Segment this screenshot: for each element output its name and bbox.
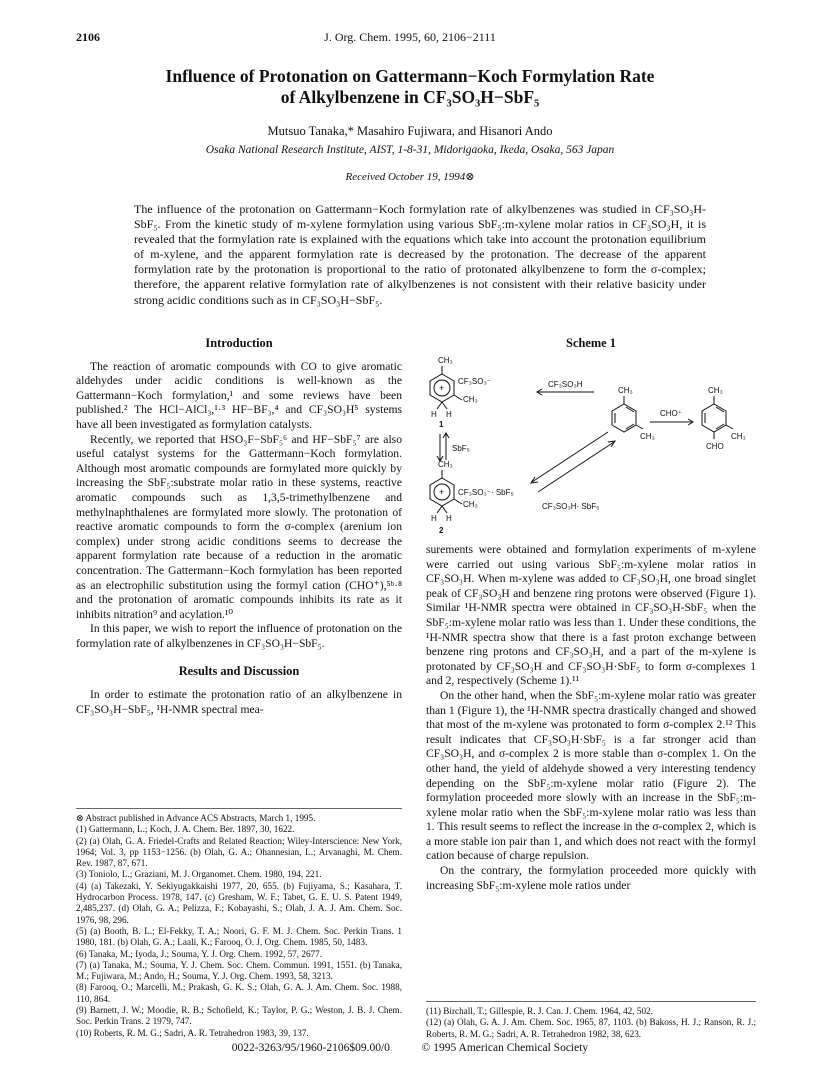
arrow-from-complex-2 xyxy=(538,442,614,492)
scheme-diagram xyxy=(422,352,758,540)
article-code: 0022-3263/95/1960-2106$09.00/0 xyxy=(231,1042,390,1054)
footnote: (12) (a) Olah, G. A. J. Am. Chem. Soc. 1965, 87, 1103. (b) Bakoss, H. J.; Ranson, R. J.; Roberts, R. M. G.; Sadri, A. R. Tetrahedron 1982, 38, 623. xyxy=(426,1017,756,1039)
cho-plus-label: CHO⁺ xyxy=(660,409,682,418)
intro-paragraph: The reaction of aromatic compounds with CO to give aromatic aldehydes under acidic conditions is well-known as the Gattermann−Koch formylation,¹ and some reviews have been published.² The HCl−AlCl₃,¹·³ HF−BF₃,⁴ and CF₃SO₃H⁵ systems have all been investigated as formylation catalysts. xyxy=(76,359,402,431)
h-label: H xyxy=(446,514,452,523)
intro-paragraph: In this paper, we wish to report the influence of protonation on the formylation rate of alkylbenzenes in CF₃SO₃H−SbF₅. xyxy=(76,622,402,650)
copyright: © 1995 American Chemical Society xyxy=(421,1042,589,1054)
title-line: Influence of Protonation on Gattermann−Koch Formylation Rate xyxy=(165,66,655,86)
bond xyxy=(442,506,447,513)
bond xyxy=(454,395,462,400)
footnote: (8) Farooq, O.; Marcelli, M.; Prakash, G. K. S.; Olah, G. A. J. Am. Chem. Soc. 1988, 110, 864. xyxy=(76,982,402,1004)
footnote: (5) (a) Booth, B. L.; El-Fekky, T. A.; Noori, G. F. M. J. Chem. Soc. Perkin Trans. 1 1980, 181. (b) Olah, G. A.; Laali, K.; Farooq, O. J. Org. Chem. 1985, 50, 1483. xyxy=(76,925,402,948)
h-label: H xyxy=(446,410,452,419)
plus-charge: + xyxy=(439,383,445,393)
h-label: H xyxy=(431,514,437,523)
results-heading: Results and Discussion xyxy=(178,664,300,679)
ch3-label: CH₃ xyxy=(731,432,746,441)
left-column xyxy=(76,336,402,717)
page-footer xyxy=(0,1042,820,1054)
acid-label: CF₃SO₃H xyxy=(548,380,583,389)
sbf5-label: SbF₅ xyxy=(452,444,470,453)
bond xyxy=(442,402,447,409)
footnote: (7) (a) Tanaka, M.; Souma, Y. J. Chem. Soc. Chem. Commun. 1991, 1551. (b) Tanaka, M.; Fujiwara, M.; Ando, H.; Souma, Y. J. Org. Chem. 1993, 58, 3213. xyxy=(76,959,402,982)
bond xyxy=(437,506,442,513)
results-paragraph: On the other hand, when the SbF₅:m-xylene molar ratio was greater than 1 (Figure 1), the ¹H-NMR spectra drastically changed and showed that most of the m-xylene was protonated to form σ-complex 2.¹² This result indicates that CF₃SO₃H·SbF₅ is a far stronger acid than CF₃SO₃H, and σ-complex 2 is more stable than σ-complex 1. On the other hand, the yield of aldehyde showed a very interesting tendency depending on the SbF₅:m-xylene molar ratio (Figure 2). The formylation proceeded more slowly with an increase in the SbF₅:m-xylene molar ratio when the SbF₅:m-xylene molar ratio was less than 1. This result seems to reflect the increase in the σ-complex 2, which is a more stable ion pair than 1, and which does not react with the formyl cation because of charge repulsion. xyxy=(426,688,756,863)
right-column xyxy=(426,543,756,893)
bond xyxy=(454,499,462,504)
affiliation: Osaka National Research Institute, AIST, 1-8-31, Midorigaoka, Ikeda, Osaka, 563 Japan xyxy=(205,144,615,156)
ch3-label: CH₃ xyxy=(640,432,655,441)
ch3-label: CH₃ xyxy=(438,460,453,469)
footnote: (2) (a) Olah, G. A. Friedel-Crafts and Related Reaction; Wiley-Interscience: New York, 1964; Vol. 3, pp 1153−1256. (b) Olah, G. A.; Ohannesian, L.; Arvanaghi, M. Chem. Rev. 1987, 87, 671. xyxy=(76,835,402,869)
journal-citation: J. Org. Chem. 1995, 60, 2106−2111 xyxy=(324,30,496,44)
ring-aldehyde xyxy=(702,404,726,432)
results-paragraph: On the contrary, the formylation proceeded more quickly with increasing SbF₅:m-xylene mole ratios under xyxy=(426,864,756,892)
abstract: The influence of the protonation on Gattermann−Koch formylation rate of alkylbenzenes was studied in CF₃SO₃H-SbF₅. From the kinetic study of m-xylene formylation using various SbF₅:m-xylene molar ratios in CF₃SO₃H, it is revealed that the formylation rate is explained with the equations which take into account the protonation equilibrium of m-xylene, and the apparent formylation rate is decreased by the protonation. The decrease of the apparent formylation rate by the protonation is proportional to the ratio of protonated alkylbenzene to form the σ-complex; therefore, the apparent relative formylation rate of alkylbenzenes is not consistent with their relative basicity under strong acidic conditions such as in CF₃SO₃H−SbF₅. xyxy=(134,202,706,307)
footnote: (1) Gattermann, L.; Koch, J. A. Chem. Ber. 1897, 30, 1622. xyxy=(76,824,295,835)
introduction-heading: Introduction xyxy=(205,336,273,350)
intro-paragraph: Recently, we reported that HSO₃F−SbF₅⁶ and HF−SbF₅⁷ are also useful catalyst systems for the Gattermann−Koch formylation. Although most aromatic compounds are formylated more quickly by increasing the SbF₅:substrate molar ratio in these systems, reactive aromatic compounds such as 1,3,5-trimethylbenzene and methylnaphthalenes are formylated more slowly. The protonation of reactive aromatic compounds to form the σ-complex (arenium ion complex) under strong acidic conditions seems to decrease the apparent formylation rate because of a reduction in the aromatic concentration. The Gattermann−Koch formylation has been reported as an electrophilic substitution using the formyl cation (CHO⁺),⁵ᵇ·⁸ and the protonation of aromatic compounds inhibits its rate as it inhibits nitration⁹ and acylation.¹⁰ xyxy=(76,432,402,621)
h-label: H xyxy=(431,410,437,419)
counterion-1: CF₃SO₃⁻ xyxy=(458,377,491,386)
counterion-2: CF₃SO₃⁻· SbF₅ xyxy=(458,488,514,497)
ch3-label: CH₃ xyxy=(618,386,633,395)
article-title xyxy=(76,66,744,108)
complex-2-number: 2 xyxy=(439,526,444,535)
results-paragraph: surements were obtained and formylation experiments of m-xylene were carried out using various SbF₅:m-xylene molar ratios in CF₃SO₃H. When m-xylene was added to CF₃SO₃H, one broad singlet peak of CF₃SO₃H and benzene ring protons were observed (Figure 1). Similar ¹H-NMR spectra were obtained in CF₃SO₃H-SbF₅ when the SbF₅:m-xylene molar ratio was less than 1. Under these conditions, the ¹H-NMR spectra show that there is a fast proton exchange between benzene ring protons and CF₃SO₃H, and a part of the m-xylene is protonated by CF₃SO₃H and CF₃SO₃H·SbF₅ to form σ-complexes 1 and 2, respectively (Scheme 1).¹¹ xyxy=(426,543,756,688)
footnote: (3) Toniolo, L.; Graziani, M. J. Organomet. Chem. 1980, 194, 221. xyxy=(76,869,322,880)
bond xyxy=(437,402,442,409)
complex-1-number: 1 xyxy=(439,420,444,429)
acid-superacid-label: CF₃SO₃H· SbF₅ xyxy=(542,502,600,511)
arrow-to-complex-2 xyxy=(532,432,608,482)
page-number: 2106 xyxy=(76,30,100,44)
running-header xyxy=(76,30,744,48)
footnote: (10) Roberts, R. M. G.; Sadri, A. R. Tetrahedron 1983, 39, 137. xyxy=(76,1027,309,1038)
plus-charge: + xyxy=(439,487,445,497)
footnote: (11) Birchall, T.; Gillespie, R. J. Can. J. Chem. 1964, 42, 502. xyxy=(426,1006,653,1016)
footnote: (4) (a) Takezaki, Y. Sekiyugakkaishi 1977, 20, 655. (b) Fujiyama, S.; Kasahara, T. Hydrocarbon Process. 1978, 147. (c) Gresham, W. F.; Tabet, G. E. U. S. Patent 1949, 2,485,237. (d) Olah, G. A.; Pelizza, F.; Kobayashi, S.; Olah, J. A. J. Am. Chem. Soc. 1976, 98, 296. xyxy=(76,880,402,925)
ring-m-xylene xyxy=(612,404,636,432)
footnote: (6) Tanaka, M.; Iyoda, J.; Souma, Y. J. Org. Chem. 1992, 57, 2677. xyxy=(76,948,323,959)
footnotes-left xyxy=(76,808,402,1039)
received-date: Received October 19, 1994⊗ xyxy=(345,171,475,183)
footnote: ⊗ Abstract published in Advance ACS Abstracts, March 1, 1995. xyxy=(76,813,316,823)
ch3-label: CH₃ xyxy=(463,500,478,509)
title-line: of Alkylbenzene in CF₃SO₃H−SbF₅ xyxy=(280,87,540,107)
results-paragraph: In order to estimate the protonation ratio of an alkylbenzene in CF₃SO₃H−SbF₅, ¹H-NMR spectral mea- xyxy=(76,688,402,716)
ch3-label: CH₃ xyxy=(463,395,478,404)
scheme-title: Scheme 1 xyxy=(566,336,616,350)
cho-label: CHO xyxy=(706,442,724,451)
authors: Mutsuo Tanaka,* Masahiro Fujiwara, and Hisanori Ando xyxy=(267,124,553,138)
footnote: (9) Barnett, J. W.; Moodie, R. B.; Schofield, K.; Taylor, P. G.; Weston, J. B. J. Chem. Soc. Perkin Trans. 2 1979, 747. xyxy=(76,1005,402,1027)
ch3-label: CH₃ xyxy=(708,386,723,395)
ch3-label: CH₃ xyxy=(438,356,453,365)
footnotes-right xyxy=(426,1001,756,1040)
